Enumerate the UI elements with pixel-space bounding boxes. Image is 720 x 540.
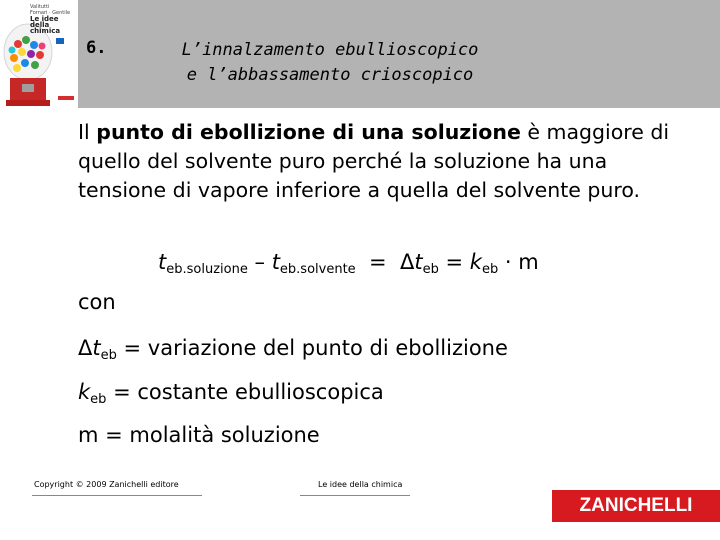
formula-t2: t	[271, 250, 280, 274]
body-paragraph	[78, 118, 678, 205]
def-delta-t-text: = variazione del punto di ebollizione	[116, 336, 508, 360]
formula-t1: t	[158, 250, 167, 274]
formula-eq1: = Δ	[355, 250, 415, 274]
formula-k: k	[469, 250, 482, 274]
footer-divider-left	[32, 495, 202, 496]
footer-copyright: Copyright © 2009 Zanichelli editore	[34, 480, 179, 489]
formula	[158, 250, 539, 277]
slide-title-line1: L’innalzamento ebullioscopico	[181, 40, 479, 60]
formula-t2-sub: eb.solvente	[279, 262, 356, 277]
def-k-sub: eb	[90, 392, 107, 407]
def-t: t	[92, 336, 101, 360]
slide-title-line2: e l’abbassamento crioscopico	[186, 65, 474, 85]
formula-minus: –	[247, 250, 272, 274]
slide-title	[130, 38, 530, 88]
def-con: con	[78, 290, 116, 314]
cover-title-line1: Le idee della	[30, 15, 59, 29]
formula-t3: t	[414, 250, 423, 274]
para-start: Il	[78, 120, 97, 144]
cover-title	[30, 4, 78, 34]
formula-tail: · m	[498, 250, 539, 274]
formula-eq2: =	[438, 250, 470, 274]
book-cover-image	[0, 0, 78, 108]
def-k-text: = costante ebullioscopica	[106, 380, 384, 404]
slide-number: 6.	[86, 38, 107, 58]
formula-t1-sub: eb.soluzione	[166, 262, 248, 277]
def-k-symbol: k	[78, 380, 91, 404]
cover-title-line2: chimica	[30, 27, 61, 35]
footer-book-title: Le idee della chimica	[318, 480, 403, 489]
def-m: m = molalità soluzione	[78, 423, 320, 447]
def-delta-t	[78, 336, 508, 363]
para-rest: è maggiore di quello del solvente puro perché la soluzione ha una tensione di vapore inferiore a quella del solvente puro.	[78, 120, 670, 202]
def-delta-symbol: Δ	[78, 336, 93, 360]
def-k	[78, 380, 384, 407]
para-bold: punto di ebollizione di una soluzione	[96, 120, 521, 144]
formula-k-sub: eb	[481, 262, 499, 277]
def-t-sub: eb	[100, 348, 117, 363]
cover-author-line2: Fornari · Gentile	[30, 10, 71, 16]
cover-author-line1: Valitutti	[30, 4, 50, 10]
zanichelli-logo: ZANICHELLI	[552, 490, 720, 522]
footer-divider-center	[300, 495, 410, 496]
formula-t3-sub: eb	[422, 262, 439, 277]
